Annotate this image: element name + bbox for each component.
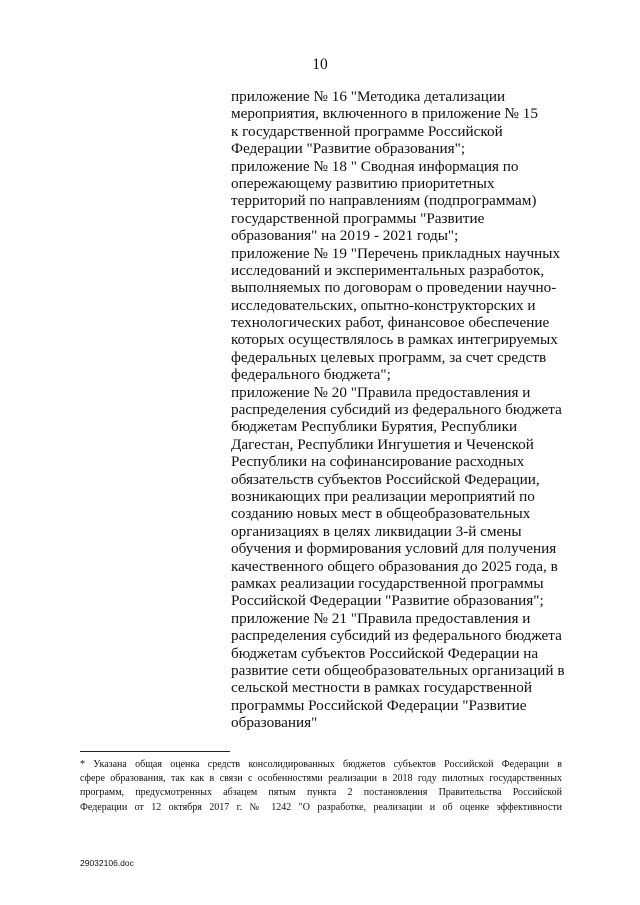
- body-line: созданию новых мест в общеобразовательных: [231, 505, 531, 523]
- body-line: организациях в целях ликвидации 3-й смены: [231, 522, 522, 540]
- footnote-separator: [80, 751, 230, 752]
- footnote-line: Федерации от 12 октября 2017 г. № 1242 "О разработке, реализации и об оценке эффективности: [80, 801, 562, 813]
- body-line: исследовательских, опытно-конструкторских и: [231, 296, 536, 314]
- body-line: Дагестан, Республики Ингушетия и Чеченской: [231, 435, 534, 453]
- body-line: федерального бюджета";: [231, 366, 391, 384]
- body-line: федеральных целевых программ, за счет средств: [231, 348, 547, 366]
- body-line: приложение № 16 "Методика детализации: [231, 88, 506, 105]
- body-line: программы Российской Федерации "Развитие: [231, 696, 527, 714]
- body-line: приложение № 19 "Перечень прикладных научных: [231, 244, 561, 262]
- body-line: образования": [231, 714, 318, 732]
- file-name: 29032106.doc: [80, 858, 134, 868]
- body-line: приложение № 21 "Правила предоставления и: [231, 609, 531, 627]
- body-line: качественного общего образования до 2025 года, в: [231, 557, 558, 575]
- body-line: бюджетам Республики Бурятия, Республики: [231, 418, 518, 436]
- body-line: распределения субсидий из федерального бюджета: [231, 401, 562, 419]
- body-line: территорий по направлениям (подпрограммам): [231, 192, 537, 210]
- body-line: мероприятия, включенного в приложение № 15: [231, 105, 538, 123]
- body-line: технологических работ, финансовое обеспечение: [231, 314, 550, 332]
- body-line: Российской Федерации "Развитие образования";: [231, 592, 544, 610]
- body-line: обучения и формирования условий для получения: [231, 540, 557, 558]
- body-line: образования" на 2019 - 2021 годы";: [231, 227, 459, 245]
- body-line: распределения субсидий из федерального бюджета: [231, 627, 562, 645]
- footnote: [80, 758, 562, 815]
- body-line: государственной программы "Развитие: [231, 209, 485, 227]
- body-line: бюджетам субъектов Российской Федерации на: [231, 644, 539, 662]
- body-line: выполняемых по договорам о проведении научно-: [231, 279, 557, 297]
- footnote-line: программ, предусмотренных абзацем пятым пункта 2 постановления Правительства Российской: [80, 787, 562, 799]
- body-line: сельской местности в рамках государственной: [231, 679, 532, 697]
- body-line: приложение № 20 "Правила предоставления и: [231, 383, 531, 401]
- body-text: [231, 88, 565, 732]
- footnote-line: * Указана общая оценка средств консолидированных бюджетов субъектов Российской Федерации в: [80, 759, 562, 770]
- body-line: опережающему развитию приоритетных: [231, 174, 495, 192]
- body-line: Федерации "Развитие образования";: [231, 140, 466, 158]
- body-line: Республики на софинансирование расходных: [231, 453, 525, 471]
- body-line: исследований и экспериментальных разработок,: [231, 261, 545, 279]
- page-number: 10: [312, 56, 328, 73]
- body-line: рамках реализации государственной программы: [231, 574, 544, 592]
- body-line: к государственной программе Российской: [231, 122, 503, 140]
- footnote-line: сфере образования, так как в связи с особенностями реализации в 2018 году пилотных государственных: [80, 773, 562, 785]
- body-line: приложение № 18 " Сводная информация по: [231, 157, 519, 175]
- body-line: которых осуществлялось в рамках интегрируемых: [231, 331, 558, 349]
- body-line: обязательств субъектов Российской Федерации,: [231, 470, 540, 488]
- body-line: развитие сети общеобразовательных организаций в: [231, 661, 565, 679]
- body-line: возникающих при реализации мероприятий по: [231, 487, 535, 505]
